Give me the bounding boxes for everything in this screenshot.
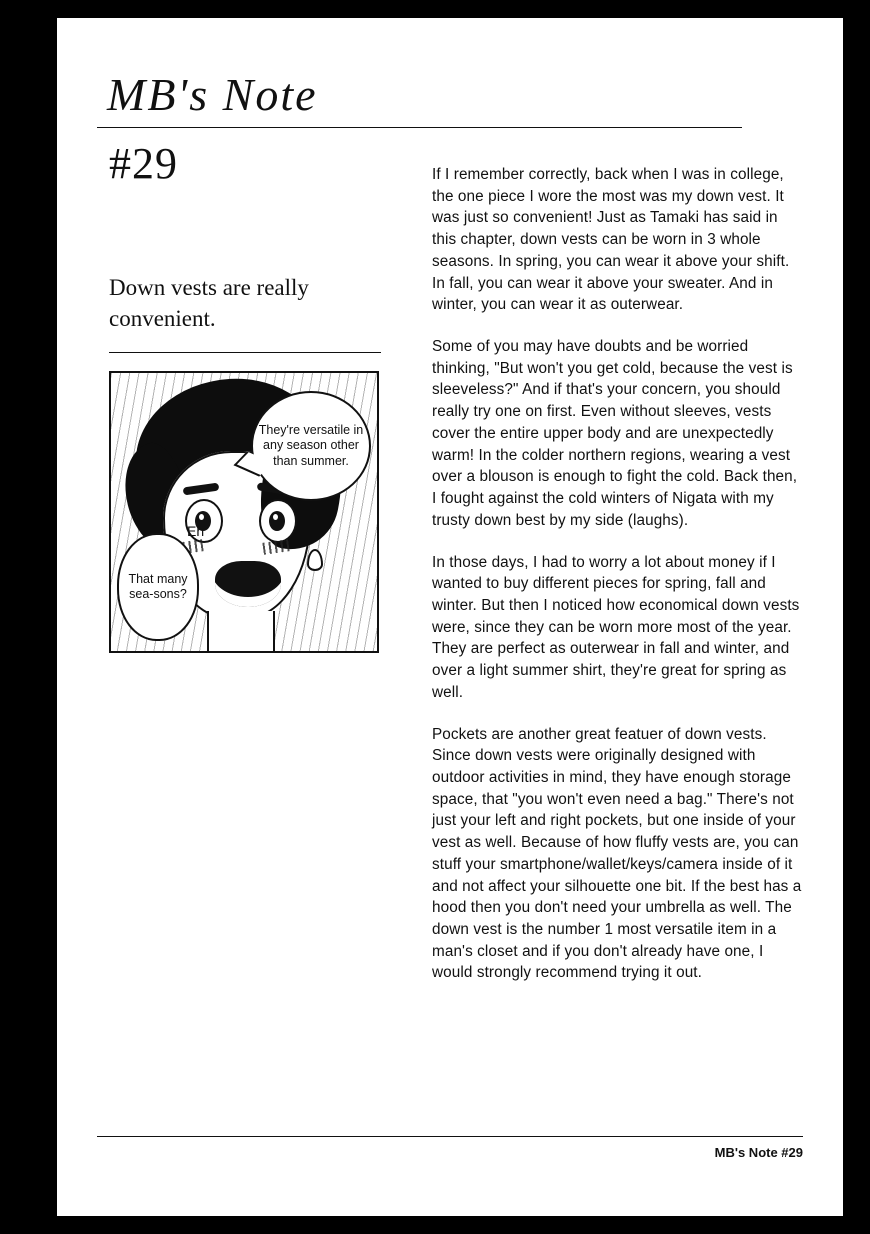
- left-column: [109, 164, 409, 653]
- body-columns: [97, 164, 803, 1164]
- article-paragraph: Pockets are another great featuer of down vests. Since down vests were originally designed with outdoor activities in mind, they have enough storage space, that "you won't even need a bag." There's not just your left and right pockets, but one inside of your vest as well. Because of how fluffy vests are, you can stuff your smartphone/wallet/keys/camera inside of it and not affect your silhouette one bit. If the best has a hood then you don't need your umbrella as well. The down vest is the number 1 most versatile item in a man's closet and if you don't already have one, I would strongly recommend trying it out.: [432, 725, 802, 982]
- sweat-drop-icon: [307, 549, 323, 571]
- exclamation-text: Eh: [187, 523, 205, 540]
- subheading-divider: [109, 352, 381, 353]
- page-content: [97, 68, 803, 1168]
- article-paragraph: In those days, I had to worry a lot about money if I wanted to buy different pieces for spring, fall and winter. But then I noticed how economical down vests were, since they can be worn more most of the year. They are perfect as outerwear in fall and winter, and over a light summer shirt, they're great for spring as well.: [432, 553, 800, 701]
- speech-bubble-main: They're versatile in any season other than summer.: [251, 391, 371, 501]
- page-title: MB's Note: [107, 69, 318, 120]
- speech-bubble-small: That many sea-sons?: [117, 533, 199, 641]
- footer-divider: [97, 1136, 803, 1137]
- manga-page: [57, 18, 843, 1216]
- character-eye-right: [259, 499, 297, 543]
- right-column: [432, 164, 803, 984]
- manga-panel: [109, 371, 379, 653]
- issue-number: #29: [109, 139, 178, 188]
- article-paragraph: Some of you may have doubts and be worried thinking, "But won't you get cold, because the vest is sleeveless?" And if that's your concern, you should really try one on first. Even without sleeves, vests cover the entire upper body and are unexpectedly warm! In the colder northern regions, wearing a vest over a blouson is enough to fight the cold. Back then, I fought against the cold winters of Nigata with my trusty down best by my side (laughs).: [432, 338, 798, 529]
- footer-label: MB's Note #29: [714, 1145, 803, 1160]
- subheading: Down vests are really convenient.: [109, 275, 309, 332]
- character-mouth: [215, 561, 281, 607]
- title-divider: [97, 127, 742, 128]
- character-neck: [207, 611, 275, 651]
- article-paragraph: If I remember correctly, back when I was in college, the one piece I wore the most was my down vest. It was just so convenient! Just as Tamaki has said in this chapter, down vests can be worn in 3 whole seasons. In spring, you can wear it above your shift. In fall, you can wear it above your sweater. And in winter, you can wear it as outerwear.: [432, 166, 790, 314]
- page-footer: [97, 1136, 803, 1160]
